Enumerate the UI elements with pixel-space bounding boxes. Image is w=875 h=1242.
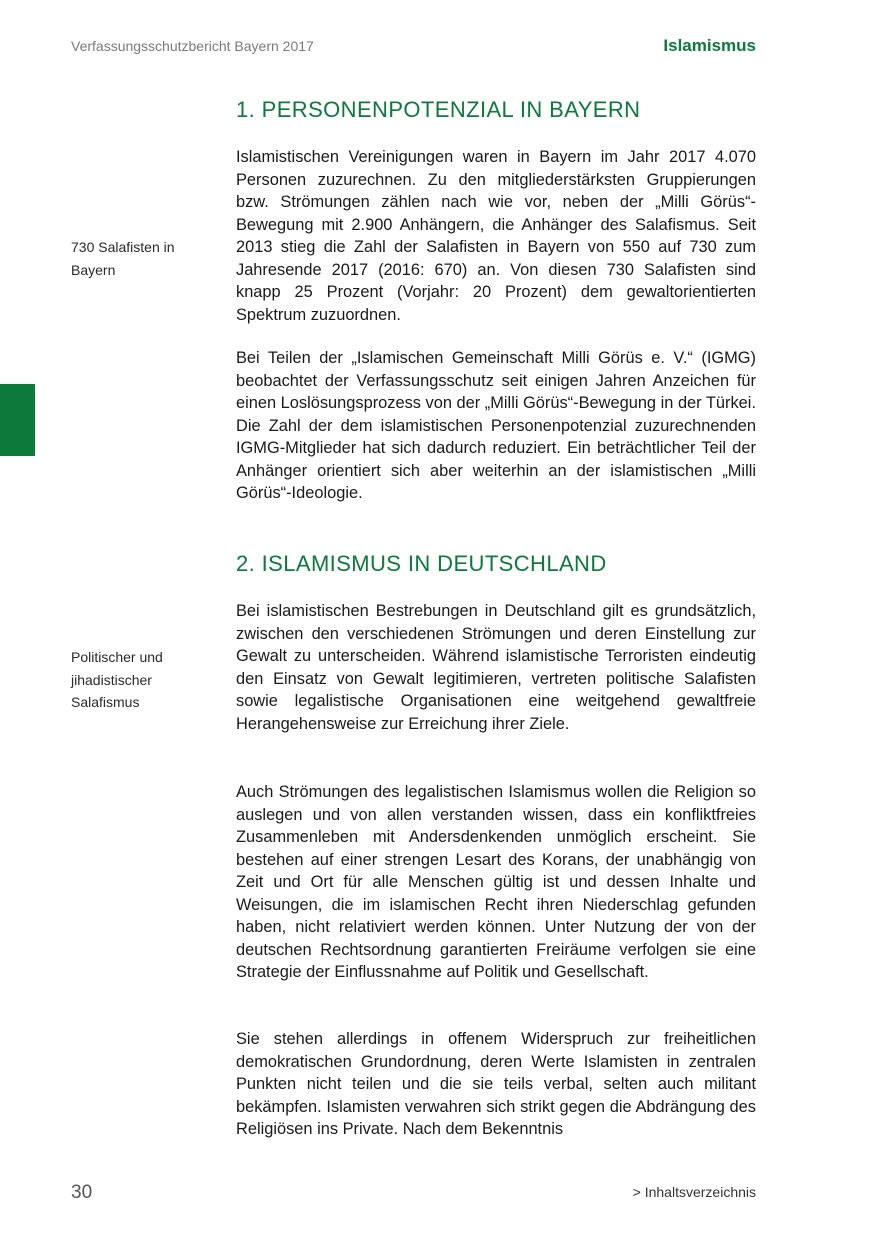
page-number: 30 — [71, 1182, 93, 1203]
paragraph: Auch Strömungen des legalistischen Islamismus wollen die Religion so auslegen und von allen verstanden wissen, dass ein konfliktfreies Zusammenleben mit Andersdenkenden unmöglich erscheint. Sie bestehen auf einer strengen Lesart des Korans, der unabhängig von Zeit und Ort für alle Menschen gültig ist und dessen Inhalte und Weisungen, die im islamischen Recht ihren Niederschlag gefunden haben, nicht relativiert werden können. Unter Nutzung der von der deutschen Rechtsordnung garantierten Freiräume verfolgen sie eine Strategie der Einflussnahme auf Politik und Gesellschaft. — [236, 783, 756, 981]
paragraph: Islamistischen Vereinigungen waren in Bayern im Jahr 2017 4.070 Personen zuzurechnen. Zu den mitgliederstärksten Gruppierungen bzw. Strömungen zählen nach wie vor, neben der „Milli Görüs“-Bewegung mit 2.900 Anhängern, die Anhänger des Salafismus. Seit 2013 stieg die Zahl der Salafisten in Bayern von 550 auf 730 zum Jahresende 2017 (2016: 670) an. Von diesen 730 Salafisten sind knapp 25 Prozent (Vorjahr: 20 Prozent) dem gewaltorientierten Spektrum zuzuordnen. — [236, 148, 756, 324]
paragraph: Sie stehen allerdings in offenem Widerspruch zur freiheitlichen demokratischen Grundordnung, deren Werte Islamisten in zentralen Punkten nicht teilen und die sie teils verbal, selten auch militant bekämpfen. Islamisten verwahren sich strikt gegen die Abdrängung des Religiösen ins Private. Nach dem Bekenntnis — [236, 1030, 756, 1138]
report-title: Verfassungsschutzbericht Bayern 2017 — [71, 38, 314, 54]
table-of-contents-link[interactable]: > Inhaltsverzeichnis — [632, 1184, 756, 1200]
section-heading-personenpotenzial: 1. PERSONENPOTENZIAL IN BAYERN — [236, 97, 641, 122]
paragraph: Bei islamistischen Bestrebungen in Deutschland gilt es grundsätzlich, zwischen den verschiedenen Strömungen und deren Einstellung zur Gewalt zu unterscheiden. Während islamistische Terroristen eindeutig den Einsatz von Gewalt legitimieren, vertreten politische Salafisten sowie legalistische Organisationen eine weitgehend gewaltfreie Herangehensweise zur Erreichung ihrer Ziele. — [236, 602, 756, 733]
margin-note-salafisten: 730 Salafisten in Bayern — [71, 239, 175, 278]
section-heading-islamismus-deutschland: 2. ISLAMISMUS IN DEUTSCHLAND — [236, 551, 607, 576]
margin-note-salafismus: Politischer und jihadistischer Salafismus — [71, 649, 163, 710]
paragraph: Bei Teilen der „Islamischen Gemeinschaft Milli Görüs e. V.“ (IGMG) beobachtet der Verfassungsschutz seit einigen Jahren Anzeichen für einen Loslösungsprozess von der „Milli Görüs“-Bewegung in der Türkei. Die Zahl der dem islamistischen Personenpotenzial zuzurechnenden IGMG-Mitglieder hat sich dadurch reduziert. Ein beträchtlicher Teil der Anhänger orientiert sich aber weiterhin an der islamistischen „Milli Görüs“-Ideologie. — [236, 349, 756, 502]
chapter-title: Islamismus — [663, 36, 756, 55]
chapter-tab-marker — [0, 384, 35, 456]
